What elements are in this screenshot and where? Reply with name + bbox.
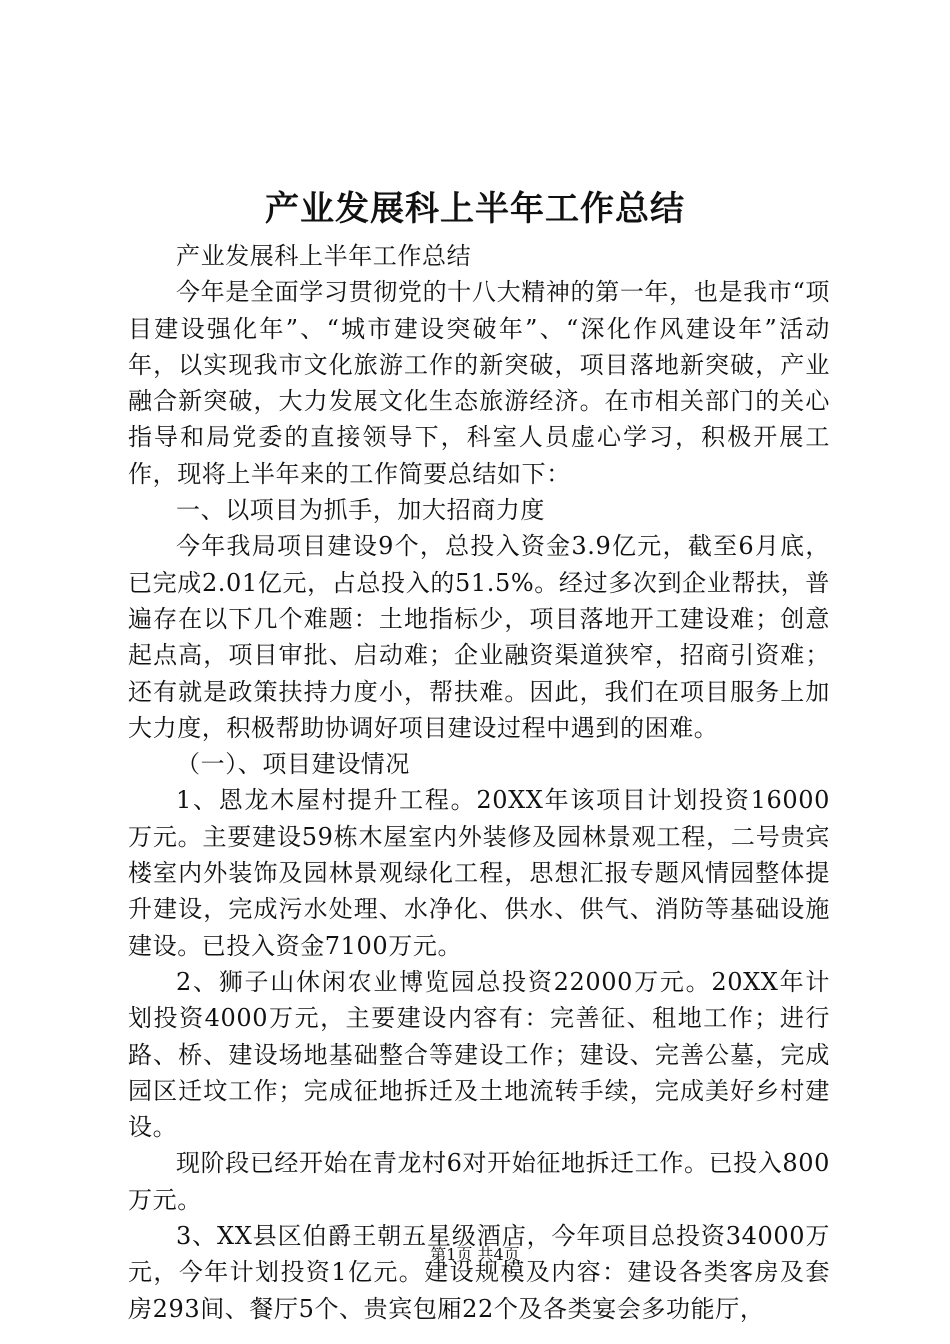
document-body (128, 238, 830, 1327)
paragraph-project-1: 1、恩龙木屋村提升工程。20XX年该项目计划投资16000万元。主要建设59栋木屋室内外装修及园林景观工程，二号贵宾楼室内外装饰及园林景观绿化工程，思想汇报专题风情园整体提升建设，完成污水处理、水净化、供水、供气、消防等基础设施建设。已投入资金7100万元。 (128, 786, 830, 960)
page-footer: 第1页 共4页 (430, 1245, 520, 1264)
paragraph-project-2-status: 现阶段已经开始在青龙村6对开始征地拆迁工作。已投入800万元。 (128, 1149, 830, 1214)
subsection-heading-1: （一）、项目建设情况 (176, 750, 410, 779)
paragraph-project-2: 2、狮子山休闲农业博览园总投资22000万元。20XX年计划投资4000万元，主要建设内容有：完善征、租地工作；进行路、桥、建设场地基础整合等建设工作；建设、完善公墓，完成园区迁坟工作；完成征地拆迁及土地流转手续，完成美好乡村建设。 (128, 967, 830, 1142)
section-heading-1: 一、以项目为抓手，加大招商力度 (176, 496, 545, 525)
paragraph-intro: 今年是全面学习贯彻党的十八大精神的第一年，也是我市“项目建设强化年”、“城市建设突破年”、“深化作风建设年”活动年，以实现我市文化旅游工作的新突破，项目落地新突破，产业融合新突破，大力发展文化生态旅游经济。在市相关部门的关心指导和局党委的直接领导下，科室人员虚心学习，积极开展工作，现将上半年来的工作简要总结如下： (128, 278, 830, 488)
paragraph-subtitle: 产业发展科上半年工作总结 (176, 242, 472, 270)
document-title: 产业发展科上半年工作总结 (265, 189, 685, 229)
paragraph-project-3: 3、XX县区伯爵王朝五星级酒店，今年项目总投资34000万元，今年计划投资1亿元。建设规模及内容：建设各类客房及套房293间、餐厅5个、贵宾包厢22个及各类宴会多功能厅， (128, 1222, 830, 1323)
paragraph-investment: 今年我局项目建设9个，总投入资金3.9亿元，截至6月底，已完成2.01亿元，占总投入的51.5%。经过多次到企业帮扶，普遍存在以下几个难题：土地指标少，项目落地开工建设难；创意起点高，项目审批、启动难；企业融资渠道狭窄，招商引资难；还有就是政策扶持力度小，帮扶难。因此，我们在项目服务上加大力度，积极帮助协调好项目建设过程中遇到的困难。 (128, 532, 830, 742)
